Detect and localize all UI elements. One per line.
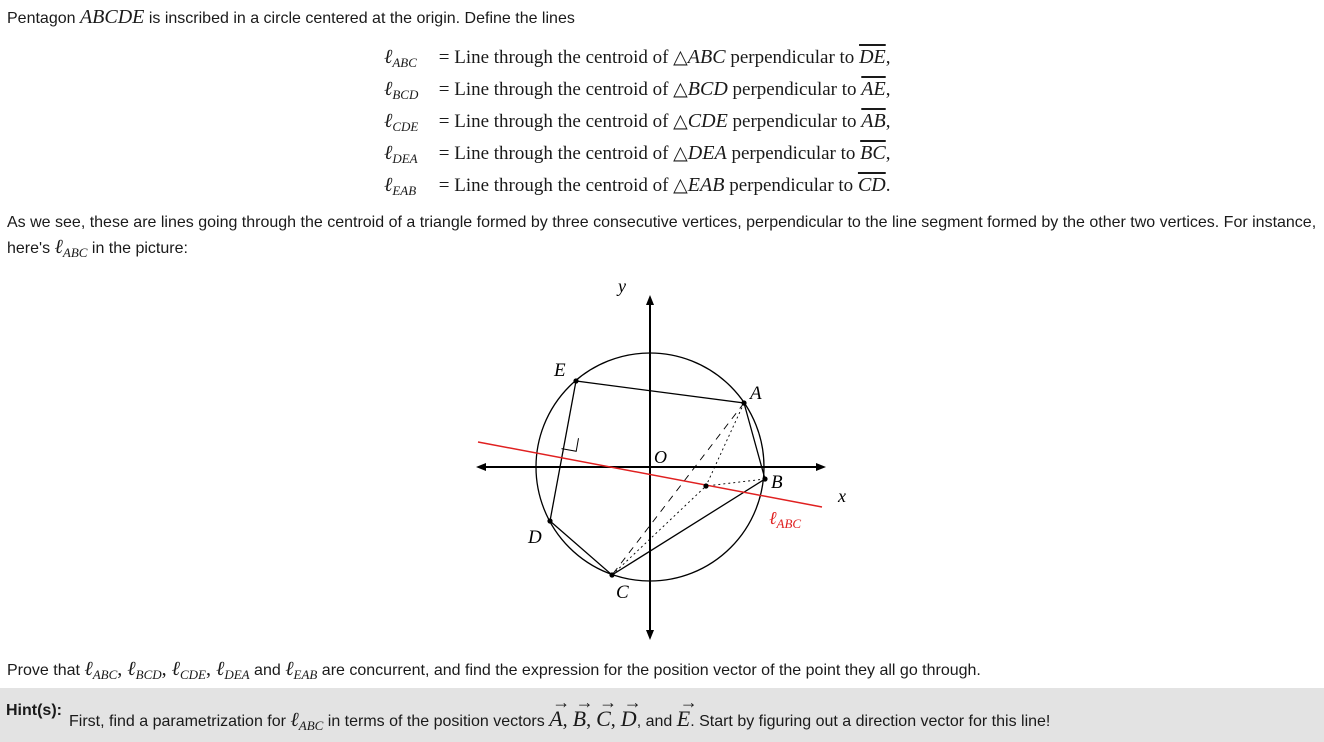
- label-b: B: [771, 472, 783, 493]
- vector-c: → C: [596, 706, 611, 732]
- vector-d: → D: [621, 706, 637, 732]
- hint-text: First, find a parametrization for ℓ$_{ABC}$ in terms of the position vectors → A, → B, → C, → D, and → E. Start by figuring out a direction vector for this line!: [69, 706, 1050, 734]
- definition-row: ℓ$_{CDE}$ = Line through the centroid of △CDE perpendicular to $\overline{AB}$,: [384, 110, 891, 134]
- intro-prefix: Pentagon: [7, 10, 80, 27]
- definition-row: ℓ$_{EAB}$ = Line through the centroid of △EAB perpendicular to $\overline{CD}$.: [384, 174, 891, 198]
- explain-after: in the picture:: [87, 240, 188, 257]
- intro-paragraph: [7, 6, 575, 29]
- axis-label-y: y: [618, 276, 626, 296]
- prove-line: ℓ$_{EAB}$: [285, 658, 318, 682]
- prove-line: ℓ$_{BCD}$,: [127, 658, 172, 682]
- point-b: [762, 476, 767, 481]
- prove-line: ℓ$_{DEA}$: [215, 658, 250, 682]
- label-e: E: [554, 360, 566, 381]
- label-a: A: [750, 383, 762, 404]
- pentagon-figure: [440, 262, 860, 647]
- hint-title: Hint(s):: [6, 702, 62, 719]
- point-d: [547, 518, 552, 523]
- explain-text: As we see, these are lines going through the centroid of a triangle formed by three consecutive vertices, perpendicular to the line segment formed by the other two vertices. For instance, here's: [7, 214, 1317, 257]
- point-a: [741, 400, 746, 405]
- prove-statement: Prove that ℓ$_{ABC}$, ℓ$_{BCD}$, ℓ$_{CDE}$, ℓ$_{DEA}$ and ℓ$_{EAB}$ are concurrent, and find the expression for the position vector of the point they all go through.: [7, 658, 981, 682]
- origin-label: O: [654, 447, 667, 467]
- label-c: C: [616, 582, 629, 603]
- intro-suffix: is inscribed in a circle centered at the origin. Define the lines: [144, 10, 575, 27]
- hint-line-name: ℓ$_{ABC}$: [290, 709, 324, 733]
- definition-row: ℓ$_{ABC}$ = Line through the centroid of △ABC perpendicular to $\overline{DE}$,: [384, 46, 891, 70]
- axis-label-x: x: [838, 486, 846, 506]
- y-axis-arrow-up: [646, 295, 654, 305]
- point-c: [609, 572, 614, 577]
- definition-row: ℓ$_{BCD}$ = Line through the centroid of △BCD perpendicular to $\overline{AE}$,: [384, 78, 891, 102]
- pentagon-name: ABCDE: [79, 6, 145, 28]
- point-e: [573, 378, 578, 383]
- construction-lines: [612, 403, 765, 575]
- line-definitions: [384, 43, 890, 203]
- centroid-abc: [703, 483, 708, 488]
- prove-line: ℓ$_{CDE}$,: [171, 658, 216, 682]
- axes: [476, 295, 826, 640]
- vector-b: → B: [573, 706, 586, 732]
- explain-line-name: ℓ$_{ABC}$: [54, 236, 88, 260]
- x-axis-arrow-right: [816, 463, 826, 471]
- definition-row: ℓ$_{DEA}$ = Line through the centroid of △DEA perpendicular to $\overline{BC}$,: [384, 142, 891, 166]
- hint-panel: [0, 688, 1324, 742]
- explanation-paragraph: [7, 211, 1317, 265]
- prove-line: ℓ$_{ABC}$,: [84, 658, 128, 682]
- vector-e: → E: [677, 706, 690, 732]
- y-axis-arrow-down: [646, 630, 654, 640]
- vector-a: → A: [549, 706, 562, 732]
- line-label-l-abc: ℓ$_{ABC}$: [769, 508, 802, 531]
- label-d: D: [528, 527, 542, 548]
- median-c: [612, 486, 706, 575]
- x-axis-arrow-left: [476, 463, 486, 471]
